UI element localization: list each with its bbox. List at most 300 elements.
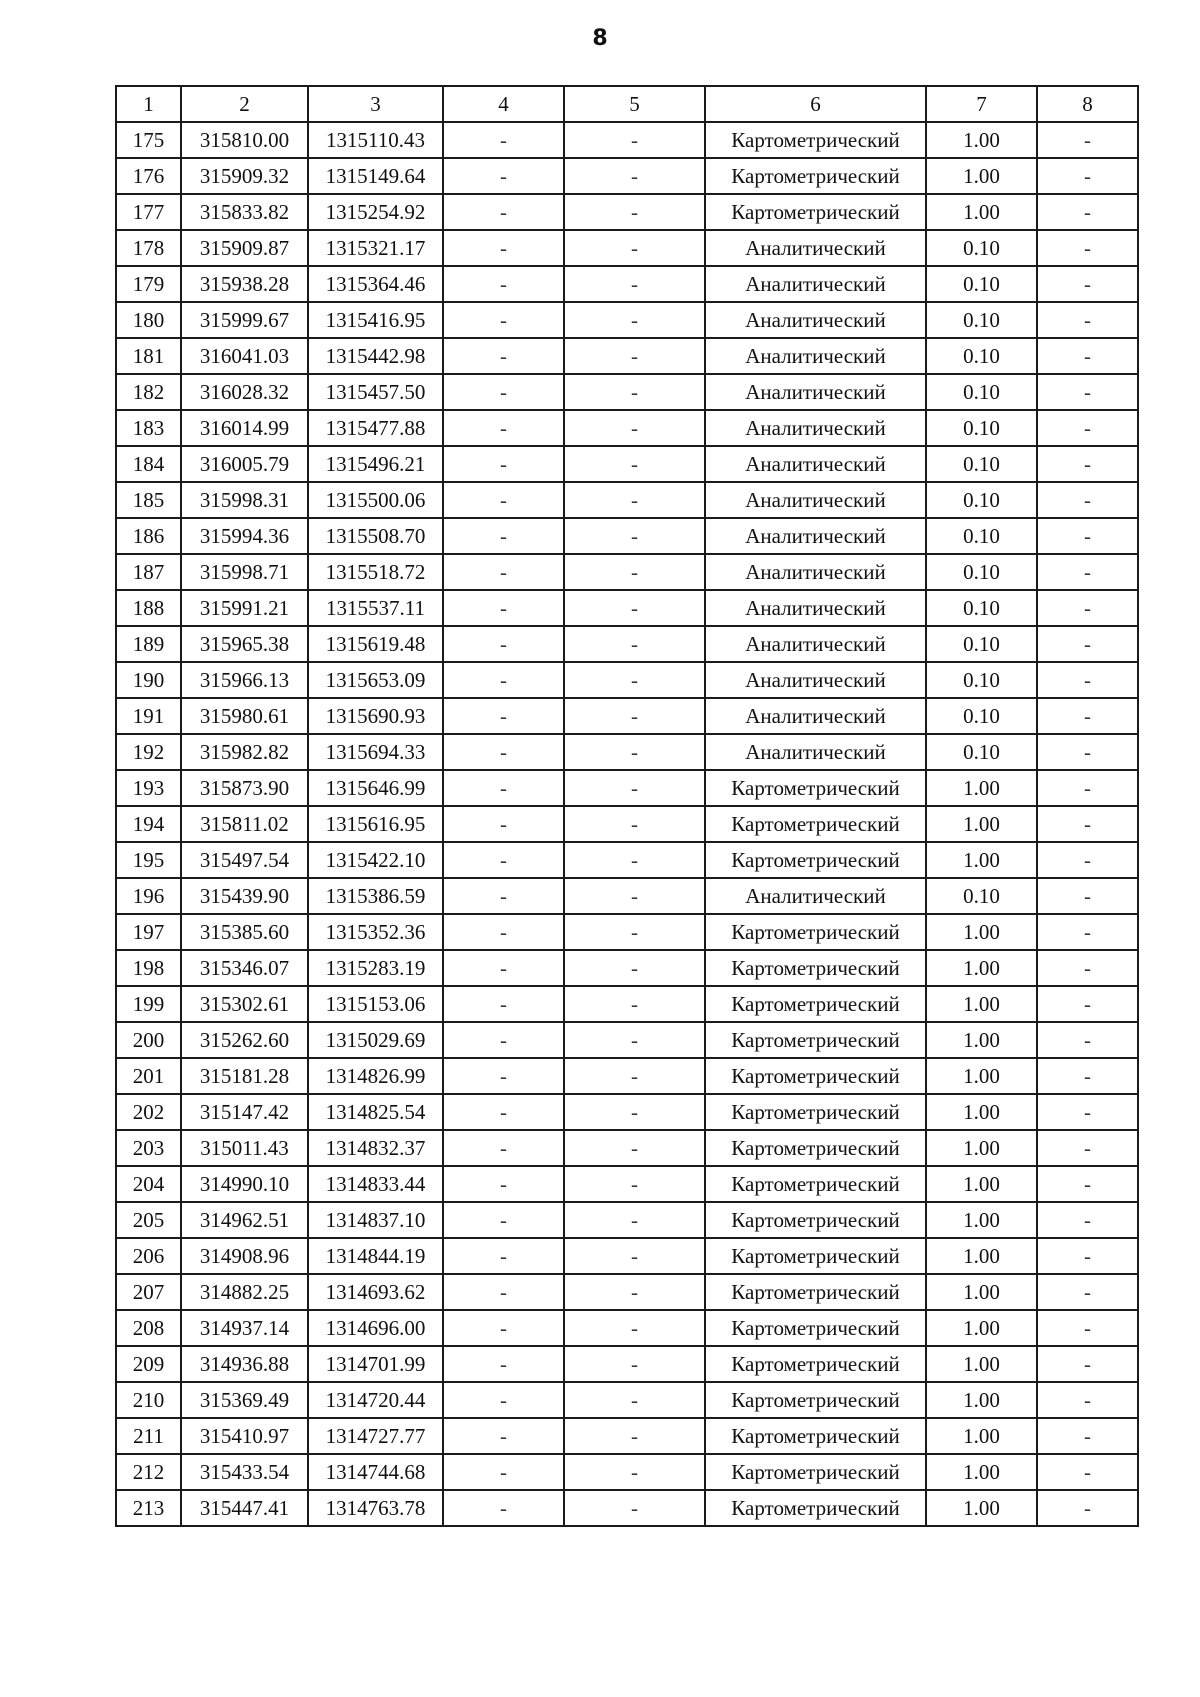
y-coordinate-cell: 1315496.21 [308,446,443,482]
column-4-cell: - [443,1490,564,1526]
column-5-cell: - [564,446,705,482]
method-cell: Аналитический [705,590,926,626]
y-coordinate-cell: 1314693.62 [308,1274,443,1310]
method-cell: Картометрический [705,158,926,194]
y-coordinate-cell: 1315364.46 [308,266,443,302]
x-coordinate-cell: 315994.36 [181,518,308,554]
accuracy-cell: 1.00 [926,1418,1037,1454]
point-number-cell: 185 [116,482,181,518]
y-coordinate-cell: 1315694.33 [308,734,443,770]
y-coordinate-cell: 1314720.44 [308,1382,443,1418]
column-8-cell: - [1037,1166,1138,1202]
point-number-cell: 182 [116,374,181,410]
method-cell: Аналитический [705,878,926,914]
method-cell: Аналитический [705,554,926,590]
y-coordinate-cell: 1314763.78 [308,1490,443,1526]
method-cell: Аналитический [705,338,926,374]
column-4-cell: - [443,266,564,302]
column-8-cell: - [1037,626,1138,662]
x-coordinate-cell: 315998.31 [181,482,308,518]
y-coordinate-cell: 1315508.70 [308,518,443,554]
table-row [116,1418,1138,1454]
method-cell: Картометрический [705,1454,926,1490]
x-coordinate-cell: 315369.49 [181,1382,308,1418]
table-row [116,1166,1138,1202]
column-5-cell: - [564,158,705,194]
accuracy-cell: 1.00 [926,1130,1037,1166]
point-number-cell: 199 [116,986,181,1022]
x-coordinate-cell: 315011.43 [181,1130,308,1166]
column-5-cell: - [564,1346,705,1382]
column-4-cell: - [443,1202,564,1238]
point-number-cell: 196 [116,878,181,914]
x-coordinate-cell: 316041.03 [181,338,308,374]
x-coordinate-cell: 315147.42 [181,1094,308,1130]
method-cell: Аналитический [705,446,926,482]
y-coordinate-cell: 1315029.69 [308,1022,443,1058]
accuracy-cell: 1.00 [926,914,1037,950]
column-5-cell: - [564,338,705,374]
point-number-cell: 197 [116,914,181,950]
point-number-cell: 194 [116,806,181,842]
table-row [116,698,1138,734]
column-5-cell: - [564,1130,705,1166]
column-5-cell: - [564,1382,705,1418]
column-4-cell: - [443,1022,564,1058]
column-header: 8 [1037,86,1138,122]
x-coordinate-cell: 316014.99 [181,410,308,446]
column-4-cell: - [443,1274,564,1310]
method-cell: Картометрический [705,986,926,1022]
column-8-cell: - [1037,1310,1138,1346]
column-4-cell: - [443,1382,564,1418]
method-cell: Аналитический [705,734,926,770]
method-cell: Картометрический [705,1202,926,1238]
accuracy-cell: 0.10 [926,230,1037,266]
y-coordinate-cell: 1314825.54 [308,1094,443,1130]
table-row [116,842,1138,878]
y-coordinate-cell: 1314727.77 [308,1418,443,1454]
column-5-cell: - [564,842,705,878]
table-row [116,806,1138,842]
table-row [116,554,1138,590]
y-coordinate-cell: 1314833.44 [308,1166,443,1202]
accuracy-cell: 0.10 [926,626,1037,662]
x-coordinate-cell: 315909.87 [181,230,308,266]
method-cell: Картометрический [705,1022,926,1058]
y-coordinate-cell: 1315254.92 [308,194,443,230]
method-cell: Картометрический [705,950,926,986]
method-cell: Аналитический [705,302,926,338]
y-coordinate-cell: 1314832.37 [308,1130,443,1166]
column-5-cell: - [564,302,705,338]
accuracy-cell: 1.00 [926,806,1037,842]
point-number-cell: 202 [116,1094,181,1130]
x-coordinate-cell: 315447.41 [181,1490,308,1526]
column-4-cell: - [443,950,564,986]
column-5-cell: - [564,878,705,914]
x-coordinate-cell: 315965.38 [181,626,308,662]
column-4-cell: - [443,1166,564,1202]
column-4-cell: - [443,878,564,914]
column-8-cell: - [1037,770,1138,806]
method-cell: Картометрический [705,806,926,842]
column-5-cell: - [564,1418,705,1454]
column-8-cell: - [1037,446,1138,482]
y-coordinate-cell: 1315477.88 [308,410,443,446]
coordinates-table [115,85,1139,1527]
accuracy-cell: 0.10 [926,410,1037,446]
accuracy-cell: 1.00 [926,842,1037,878]
y-coordinate-cell: 1315690.93 [308,698,443,734]
point-number-cell: 198 [116,950,181,986]
table-row [116,158,1138,194]
column-5-cell: - [564,374,705,410]
table-row [116,734,1138,770]
column-8-cell: - [1037,518,1138,554]
column-8-cell: - [1037,482,1138,518]
column-5-cell: - [564,770,705,806]
column-8-cell: - [1037,914,1138,950]
y-coordinate-cell: 1315110.43 [308,122,443,158]
column-5-cell: - [564,1166,705,1202]
method-cell: Картометрический [705,1094,926,1130]
table-row [116,1058,1138,1094]
x-coordinate-cell: 315938.28 [181,266,308,302]
y-coordinate-cell: 1314844.19 [308,1238,443,1274]
column-4-cell: - [443,1418,564,1454]
method-cell: Картометрический [705,914,926,950]
column-4-cell: - [443,1058,564,1094]
point-number-cell: 210 [116,1382,181,1418]
method-cell: Аналитический [705,374,926,410]
table-row [116,482,1138,518]
column-8-cell: - [1037,698,1138,734]
method-cell: Картометрический [705,194,926,230]
column-8-cell: - [1037,158,1138,194]
y-coordinate-cell: 1315537.11 [308,590,443,626]
point-number-cell: 211 [116,1418,181,1454]
x-coordinate-cell: 315262.60 [181,1022,308,1058]
x-coordinate-cell: 315980.61 [181,698,308,734]
table-row [116,122,1138,158]
column-header: 2 [181,86,308,122]
column-8-cell: - [1037,554,1138,590]
table-row [116,878,1138,914]
table-row [116,230,1138,266]
column-8-cell: - [1037,302,1138,338]
table-row [116,1346,1138,1382]
point-number-cell: 207 [116,1274,181,1310]
point-number-cell: 190 [116,662,181,698]
y-coordinate-cell: 1315616.95 [308,806,443,842]
accuracy-cell: 1.00 [926,194,1037,230]
accuracy-cell: 1.00 [926,1022,1037,1058]
accuracy-cell: 1.00 [926,1490,1037,1526]
point-number-cell: 191 [116,698,181,734]
column-4-cell: - [443,770,564,806]
column-4-cell: - [443,914,564,950]
method-cell: Картометрический [705,1490,926,1526]
x-coordinate-cell: 316028.32 [181,374,308,410]
table-row [116,986,1138,1022]
method-cell: Аналитический [705,410,926,446]
method-cell: Картометрический [705,1130,926,1166]
method-cell: Картометрический [705,1238,926,1274]
column-8-cell: - [1037,950,1138,986]
table-row [116,662,1138,698]
column-5-cell: - [564,662,705,698]
column-8-cell: - [1037,1454,1138,1490]
point-number-cell: 183 [116,410,181,446]
column-4-cell: - [443,230,564,266]
column-5-cell: - [564,626,705,662]
point-number-cell: 184 [116,446,181,482]
column-5-cell: - [564,950,705,986]
y-coordinate-cell: 1315352.36 [308,914,443,950]
point-number-cell: 176 [116,158,181,194]
table-row [116,1382,1138,1418]
accuracy-cell: 1.00 [926,1094,1037,1130]
point-number-cell: 180 [116,302,181,338]
column-4-cell: - [443,1310,564,1346]
column-4-cell: - [443,554,564,590]
x-coordinate-cell: 315433.54 [181,1454,308,1490]
point-number-cell: 208 [116,1310,181,1346]
x-coordinate-cell: 315982.82 [181,734,308,770]
accuracy-cell: 0.10 [926,338,1037,374]
table-row [116,1490,1138,1526]
accuracy-cell: 0.10 [926,662,1037,698]
point-number-cell: 186 [116,518,181,554]
table-row [116,374,1138,410]
column-8-cell: - [1037,1274,1138,1310]
column-4-cell: - [443,1094,564,1130]
point-number-cell: 179 [116,266,181,302]
accuracy-cell: 0.10 [926,590,1037,626]
column-5-cell: - [564,1310,705,1346]
column-5-cell: - [564,1202,705,1238]
table-row [116,626,1138,662]
table-row [116,302,1138,338]
table-row [116,1310,1138,1346]
column-8-cell: - [1037,662,1138,698]
table-row [116,338,1138,374]
column-4-cell: - [443,1454,564,1490]
x-coordinate-cell: 315909.32 [181,158,308,194]
column-4-cell: - [443,626,564,662]
page-number: 8 [592,26,608,51]
column-header: 7 [926,86,1037,122]
column-8-cell: - [1037,374,1138,410]
accuracy-cell: 1.00 [926,1274,1037,1310]
column-5-cell: - [564,518,705,554]
column-5-cell: - [564,1022,705,1058]
accuracy-cell: 0.10 [926,518,1037,554]
accuracy-cell: 1.00 [926,1310,1037,1346]
y-coordinate-cell: 1314696.00 [308,1310,443,1346]
accuracy-cell: 0.10 [926,734,1037,770]
accuracy-cell: 1.00 [926,1238,1037,1274]
column-5-cell: - [564,122,705,158]
table-row [116,1454,1138,1490]
x-coordinate-cell: 315810.00 [181,122,308,158]
accuracy-cell: 0.10 [926,302,1037,338]
table-header-row [116,86,1138,122]
point-number-cell: 189 [116,626,181,662]
column-4-cell: - [443,734,564,770]
y-coordinate-cell: 1314744.68 [308,1454,443,1490]
accuracy-cell: 1.00 [926,158,1037,194]
table-row [116,1094,1138,1130]
x-coordinate-cell: 314908.96 [181,1238,308,1274]
x-coordinate-cell: 315991.21 [181,590,308,626]
table-row [116,1238,1138,1274]
x-coordinate-cell: 314936.88 [181,1346,308,1382]
column-8-cell: - [1037,230,1138,266]
x-coordinate-cell: 314990.10 [181,1166,308,1202]
point-number-cell: 201 [116,1058,181,1094]
column-4-cell: - [443,698,564,734]
method-cell: Картометрический [705,1382,926,1418]
x-coordinate-cell: 314962.51 [181,1202,308,1238]
column-4-cell: - [443,842,564,878]
point-number-cell: 178 [116,230,181,266]
y-coordinate-cell: 1315153.06 [308,986,443,1022]
x-coordinate-cell: 314937.14 [181,1310,308,1346]
x-coordinate-cell: 316005.79 [181,446,308,482]
accuracy-cell: 0.10 [926,698,1037,734]
column-header: 3 [308,86,443,122]
x-coordinate-cell: 315302.61 [181,986,308,1022]
y-coordinate-cell: 1315653.09 [308,662,443,698]
table-row [116,914,1138,950]
column-8-cell: - [1037,1022,1138,1058]
point-number-cell: 192 [116,734,181,770]
table-row [116,446,1138,482]
column-4-cell: - [443,158,564,194]
point-number-cell: 175 [116,122,181,158]
column-4-cell: - [443,338,564,374]
point-number-cell: 203 [116,1130,181,1166]
column-5-cell: - [564,1490,705,1526]
column-5-cell: - [564,1454,705,1490]
column-8-cell: - [1037,842,1138,878]
column-5-cell: - [564,1094,705,1130]
y-coordinate-cell: 1315386.59 [308,878,443,914]
method-cell: Картометрический [705,1274,926,1310]
accuracy-cell: 1.00 [926,122,1037,158]
y-coordinate-cell: 1315646.99 [308,770,443,806]
y-coordinate-cell: 1315457.50 [308,374,443,410]
y-coordinate-cell: 1315283.19 [308,950,443,986]
method-cell: Картометрический [705,1166,926,1202]
column-header: 6 [705,86,926,122]
accuracy-cell: 0.10 [926,266,1037,302]
accuracy-cell: 0.10 [926,878,1037,914]
point-number-cell: 205 [116,1202,181,1238]
point-number-cell: 212 [116,1454,181,1490]
x-coordinate-cell: 315966.13 [181,662,308,698]
column-header: 5 [564,86,705,122]
point-number-cell: 177 [116,194,181,230]
column-8-cell: - [1037,410,1138,446]
table-row [116,518,1138,554]
y-coordinate-cell: 1314701.99 [308,1346,443,1382]
column-5-cell: - [564,230,705,266]
y-coordinate-cell: 1314837.10 [308,1202,443,1238]
y-coordinate-cell: 1315416.95 [308,302,443,338]
accuracy-cell: 0.10 [926,446,1037,482]
column-5-cell: - [564,698,705,734]
table-row [116,1202,1138,1238]
method-cell: Картометрический [705,1346,926,1382]
x-coordinate-cell: 315811.02 [181,806,308,842]
x-coordinate-cell: 315873.90 [181,770,308,806]
table-row [116,1130,1138,1166]
x-coordinate-cell: 315999.67 [181,302,308,338]
column-5-cell: - [564,1274,705,1310]
column-8-cell: - [1037,734,1138,770]
column-5-cell: - [564,266,705,302]
point-number-cell: 187 [116,554,181,590]
column-5-cell: - [564,806,705,842]
point-number-cell: 193 [116,770,181,806]
column-4-cell: - [443,1346,564,1382]
column-4-cell: - [443,446,564,482]
column-8-cell: - [1037,806,1138,842]
point-number-cell: 200 [116,1022,181,1058]
column-4-cell: - [443,194,564,230]
column-5-cell: - [564,410,705,446]
x-coordinate-cell: 315385.60 [181,914,308,950]
x-coordinate-cell: 315410.97 [181,1418,308,1454]
column-5-cell: - [564,1238,705,1274]
column-5-cell: - [564,1058,705,1094]
point-number-cell: 204 [116,1166,181,1202]
y-coordinate-cell: 1315422.10 [308,842,443,878]
column-5-cell: - [564,986,705,1022]
column-4-cell: - [443,518,564,554]
column-4-cell: - [443,410,564,446]
y-coordinate-cell: 1315619.48 [308,626,443,662]
column-8-cell: - [1037,1490,1138,1526]
method-cell: Аналитический [705,230,926,266]
column-8-cell: - [1037,878,1138,914]
accuracy-cell: 1.00 [926,1382,1037,1418]
column-8-cell: - [1037,122,1138,158]
method-cell: Картометрический [705,122,926,158]
y-coordinate-cell: 1315518.72 [308,554,443,590]
method-cell: Картометрический [705,1058,926,1094]
column-4-cell: - [443,662,564,698]
y-coordinate-cell: 1315321.17 [308,230,443,266]
method-cell: Аналитический [705,518,926,554]
y-coordinate-cell: 1315149.64 [308,158,443,194]
column-8-cell: - [1037,590,1138,626]
column-8-cell: - [1037,1238,1138,1274]
accuracy-cell: 1.00 [926,1166,1037,1202]
column-4-cell: - [443,302,564,338]
column-8-cell: - [1037,1130,1138,1166]
column-8-cell: - [1037,1094,1138,1130]
column-5-cell: - [564,590,705,626]
column-4-cell: - [443,1130,564,1166]
column-8-cell: - [1037,986,1138,1022]
accuracy-cell: 1.00 [926,950,1037,986]
accuracy-cell: 0.10 [926,374,1037,410]
table-row [116,590,1138,626]
